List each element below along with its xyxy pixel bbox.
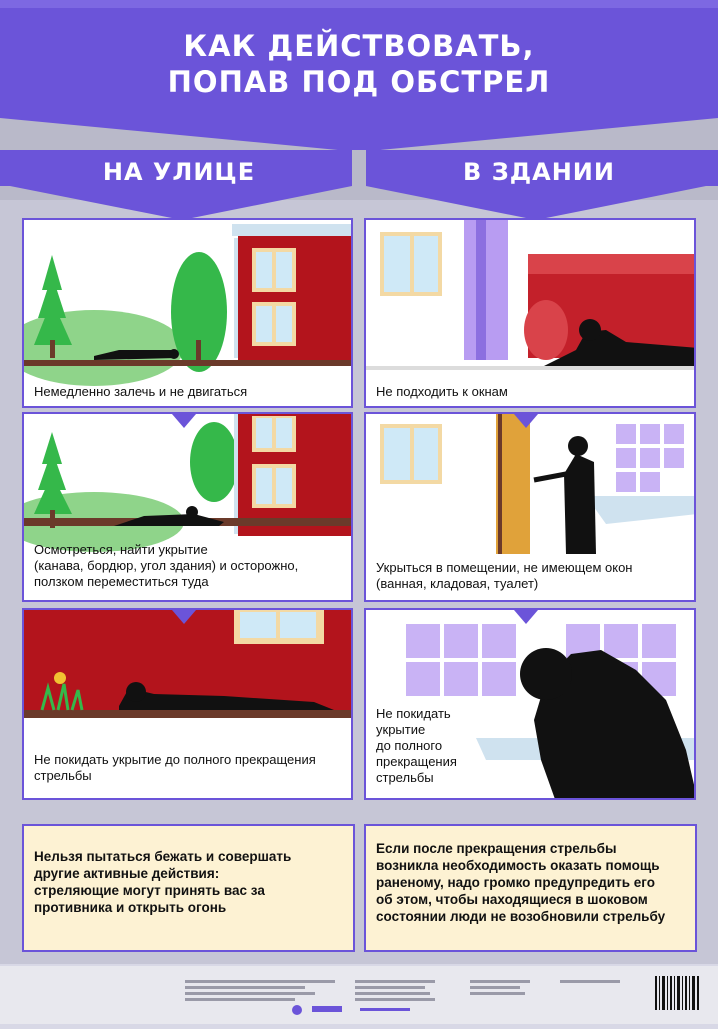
- street-panel-stay-covered: [22, 608, 353, 800]
- page-title: [0, 28, 718, 100]
- building-caption-3-line-2: укрытие: [376, 722, 426, 737]
- street-caption-1: Немедленно залечь и не двигаться: [34, 384, 248, 399]
- building-caption-3-line-1: Не покидать: [376, 706, 451, 721]
- note-left-line-1: Нельзя пытаться бежать и совершать: [34, 849, 292, 864]
- note-right-line-1: Если после прекращения стрельбы: [376, 841, 617, 856]
- note-right-line-5: состоянии люди не возобновили стрельбу: [376, 909, 666, 924]
- note-left-line-2: другие активные действия:: [34, 866, 220, 881]
- section-street: [0, 150, 358, 220]
- street-scene-1: [24, 220, 353, 408]
- building-panel-stay-sheltered: [364, 608, 696, 800]
- section-building-label: В ЗДАНИИ: [463, 158, 615, 186]
- note-right-line-3: раненому, надо громко предупредить его: [376, 875, 655, 890]
- building-caption-2-line-2: (ванная, кладовая, туалет): [376, 576, 539, 591]
- building-caption-1: Не подходить к окнам: [376, 384, 508, 399]
- note-dont-run: [22, 824, 355, 952]
- building-caption-3: [376, 706, 457, 786]
- note-warn-before-help: [364, 824, 697, 952]
- section-building: [360, 150, 718, 220]
- section-street-label: НА УЛИЦЕ: [102, 158, 256, 186]
- title-line-1: КАК ДЕЙСТВОВАТЬ,: [183, 29, 535, 63]
- building-caption-3-line-3: до полного: [376, 738, 443, 753]
- street-panel-lie-down: [22, 218, 353, 408]
- building-caption-3-line-5: стрельбы: [376, 770, 434, 785]
- street-caption-3-line-2: стрельбы: [34, 768, 92, 783]
- note-left-line-4: противника и открыть огонь: [34, 900, 227, 915]
- note-right-line-4: об этом, чтобы находящиеся в шоковом: [376, 892, 648, 907]
- street-caption-2-line-1: Осмотреться, найти укрытие: [34, 542, 208, 557]
- street-caption-3-line-1: Не покидать укрытие до полного прекращения: [34, 752, 316, 767]
- building-caption-3-line-4: прекращения: [376, 754, 457, 769]
- street-caption-2-line-2: (канава, бордюр, угол здания) и осторожно,: [34, 558, 299, 573]
- building-caption-2: [376, 560, 632, 592]
- street-panel-find-cover: [22, 412, 353, 602]
- building-panel-windowless-room: [364, 412, 696, 602]
- note-left-line-3: стреляющие могут принять вас за: [34, 883, 265, 898]
- title-line-2: ПОПАВ ПОД ОБСТРЕЛ: [167, 65, 551, 99]
- street-caption-3: [34, 752, 316, 784]
- footer-marks: [0, 966, 718, 1024]
- barcode: [655, 976, 699, 1010]
- building-caption-2-line-1: Укрыться в помещении, не имеющем окон: [376, 560, 633, 575]
- note-right-line-2: возникла необходимость оказать помощь: [376, 858, 660, 873]
- street-caption-2-line-3: ползком переместиться туда: [34, 574, 209, 589]
- footer: [0, 966, 718, 1024]
- street-caption-2: [34, 542, 298, 590]
- building-scene-1: [366, 220, 696, 408]
- building-panel-avoid-windows: [364, 218, 696, 408]
